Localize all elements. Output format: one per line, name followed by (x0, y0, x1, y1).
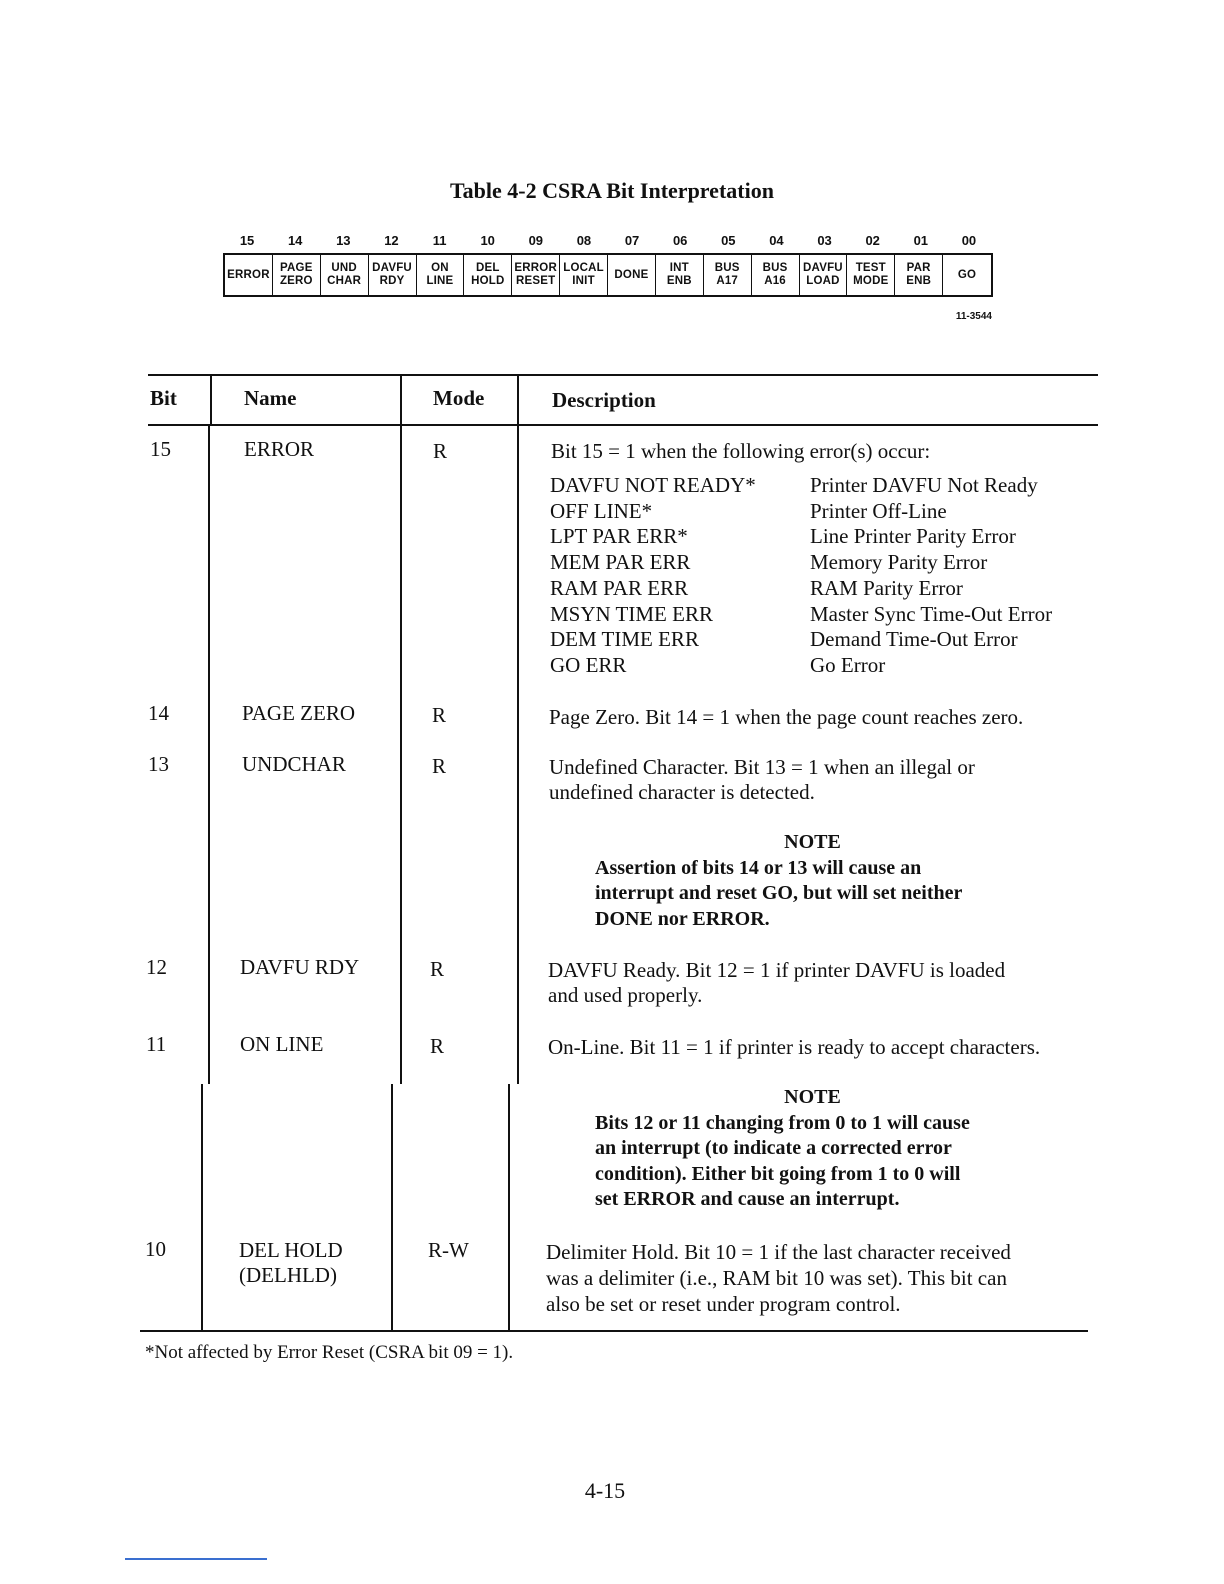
note-2-line-4: set ERROR and cause an interrupt. (595, 1188, 900, 1210)
bit-number: 02 (865, 233, 880, 248)
column-divider-1-lower (201, 1084, 203, 1332)
register-field: TEST MODE (847, 255, 895, 295)
error-list-item (550, 524, 1090, 550)
error-list-item (550, 550, 1090, 576)
error-meaning: Go Error (810, 652, 886, 677)
column-divider-1 (210, 374, 212, 426)
error-list-item (550, 499, 1090, 525)
header-bit: Bit (150, 386, 177, 410)
row-10-mode: R-W (428, 1238, 469, 1262)
bit-number: 05 (721, 233, 736, 248)
note-1-title: NOTE (784, 831, 841, 853)
row-10-description-line-3: also be set or reset under program control. (546, 1292, 901, 1316)
register-field: BUS A17 (704, 255, 752, 295)
bit-number: 00 (961, 233, 977, 248)
row-12-mode: R (430, 957, 445, 981)
column-divider-2-lower (391, 1084, 393, 1332)
error-list-item (550, 576, 1090, 602)
register-field: PAGE ZERO (273, 255, 321, 295)
row-10-name-line-1: DEL HOLD (239, 1238, 343, 1262)
bit-number: 15 (239, 233, 255, 248)
row-13-bit: 13 (148, 752, 169, 776)
note-1-line-3: DONE nor ERROR. (595, 907, 770, 930)
note-1 (595, 830, 1035, 932)
table-top-rule (148, 374, 1098, 376)
header-description: Description (552, 388, 656, 412)
bit-number: 11 (432, 233, 447, 248)
row-14-bit: 14 (148, 701, 169, 725)
register-field: DONE (608, 255, 656, 295)
row-15-bit: 15 (150, 437, 171, 461)
error-meaning: RAM Parity Error (810, 575, 963, 600)
row-12-bit: 12 (146, 955, 167, 979)
register-field: LOCAL INIT (560, 255, 608, 295)
error-code: OFF LINE* (550, 498, 653, 523)
register-field: ERROR RESET (512, 255, 560, 295)
register-diagram (223, 231, 993, 297)
row-10-description-line-1: Delimiter Hold. Bit 10 = 1 if the last character received (546, 1240, 1011, 1264)
error-list (550, 473, 1090, 679)
bit-number: 03 (817, 233, 832, 248)
register-field: ON LINE (417, 255, 465, 295)
register-field: ERROR (225, 255, 273, 295)
note-2-title: NOTE (784, 1086, 841, 1108)
row-12-description-line-2: and used properly. (548, 983, 703, 1007)
row-10-description-line-2: was a delimiter (i.e., RAM bit 10 was set). This bit can (546, 1266, 1007, 1290)
note-2-line-2: an interrupt (to indicate a corrected error (595, 1137, 952, 1159)
error-list-item (550, 627, 1090, 653)
register-field: DEL HOLD (464, 255, 512, 295)
error-code: MEM PAR ERR (550, 550, 691, 575)
column-divider-2 (400, 374, 402, 1084)
row-15-description: Bit 15 = 1 when the following error(s) occur: (551, 439, 931, 463)
register-field: INT ENB (656, 255, 704, 295)
row-13-description-line-1: Undefined Character. Bit 13 = 1 when an illegal or (549, 755, 975, 779)
row-13-name: UNDCHAR (242, 752, 346, 776)
error-code: LPT PAR ERR* (550, 524, 688, 549)
register-field: PAR ENB (895, 255, 943, 295)
row-14-mode: R (432, 703, 447, 727)
row-14-description: Page Zero. Bit 14 = 1 when the page count reaches zero. (549, 705, 1024, 729)
register-field: BUS A16 (752, 255, 800, 295)
column-divider-3-lower (508, 1084, 510, 1332)
bit-number: 04 (769, 233, 784, 248)
page-number: 4-15 (584, 1478, 626, 1503)
error-meaning: Printer DAVFU Not Ready (810, 473, 1038, 497)
error-list-item (550, 473, 1090, 499)
row-10-name-line-2: (DELHLD) (239, 1263, 337, 1287)
error-meaning: Line Printer Parity Error (810, 524, 1016, 549)
bit-number: 10 (480, 233, 495, 248)
row-12-name: DAVFU RDY (240, 955, 360, 979)
register-field: DAVFU LOAD (800, 255, 848, 295)
row-11-name: ON LINE (240, 1032, 324, 1056)
error-meaning: Master Sync Time-Out Error (810, 601, 1053, 626)
bottom-accent-line (125, 1558, 267, 1560)
row-15-name: ERROR (244, 437, 315, 461)
error-meaning: Memory Parity Error (810, 550, 988, 575)
error-code: DAVFU NOT READY* (550, 473, 756, 497)
table-caption: Table 4-2 CSRA Bit Interpretation (450, 178, 774, 203)
bit-number: 06 (672, 233, 688, 248)
register-field: DAVFU RDY (369, 255, 417, 295)
note-2 (595, 1085, 1035, 1213)
bit-number: 12 (384, 233, 399, 248)
bit-number: 07 (624, 233, 640, 248)
error-list-item (550, 653, 1090, 679)
figure-id: 11-3544 (955, 311, 992, 322)
note-2-line-1: Bits 12 or 11 changing from 0 to 1 will cause (595, 1111, 970, 1134)
row-11-mode: R (430, 1034, 445, 1058)
error-meaning: Printer Off-Line (810, 498, 947, 523)
bit-number: 01 (913, 233, 929, 248)
error-meaning: Demand Time-Out Error (810, 627, 1018, 652)
bit-number: 14 (287, 233, 303, 248)
error-list-item (550, 602, 1090, 628)
header-mode: Mode (433, 386, 485, 410)
row-11-description: On-Line. Bit 11 = 1 if printer is ready to accept characters. (548, 1035, 1041, 1059)
header-name: Name (244, 386, 297, 410)
row-11-bit: 11 (146, 1032, 167, 1056)
bit-number: 09 (528, 233, 544, 248)
table-header-rule (148, 424, 1098, 426)
note-1-line-2: interrupt and reset GO, but will set neither (595, 882, 963, 904)
bit-number-row (223, 231, 993, 253)
error-code: RAM PAR ERR (550, 575, 689, 600)
row-13-mode: R (432, 754, 447, 778)
error-code: GO ERR (550, 652, 627, 677)
note-1-line-1: Assertion of bits 14 or 13 will cause an (595, 856, 922, 879)
bit-number: 13 (336, 233, 351, 248)
bit-number: 08 (576, 233, 592, 248)
column-divider-3 (517, 374, 519, 1084)
row-15-mode: R (433, 439, 448, 463)
error-code: DEM TIME ERR (550, 627, 699, 652)
column-divider-1-body (208, 424, 210, 1084)
error-code: MSYN TIME ERR (550, 601, 713, 626)
register-field: UND CHAR (321, 255, 369, 295)
footnote: *Not affected by Error Reset (CSRA bit 09 = 1). (145, 1342, 514, 1363)
note-2-line-3: condition). Either bit going from 1 to 0 will (595, 1162, 961, 1185)
register-field-row (223, 253, 993, 297)
register-field: GO (957, 268, 977, 281)
row-13-description-line-2: undefined character is detected. (549, 780, 815, 804)
row-12-description-line-1: DAVFU Ready. Bit 12 = 1 if printer DAVFU is loaded (548, 958, 1006, 982)
table-bottom-rule (140, 1330, 1088, 1332)
row-10-bit: 10 (145, 1237, 166, 1261)
row-14-name: PAGE ZERO (242, 701, 355, 725)
